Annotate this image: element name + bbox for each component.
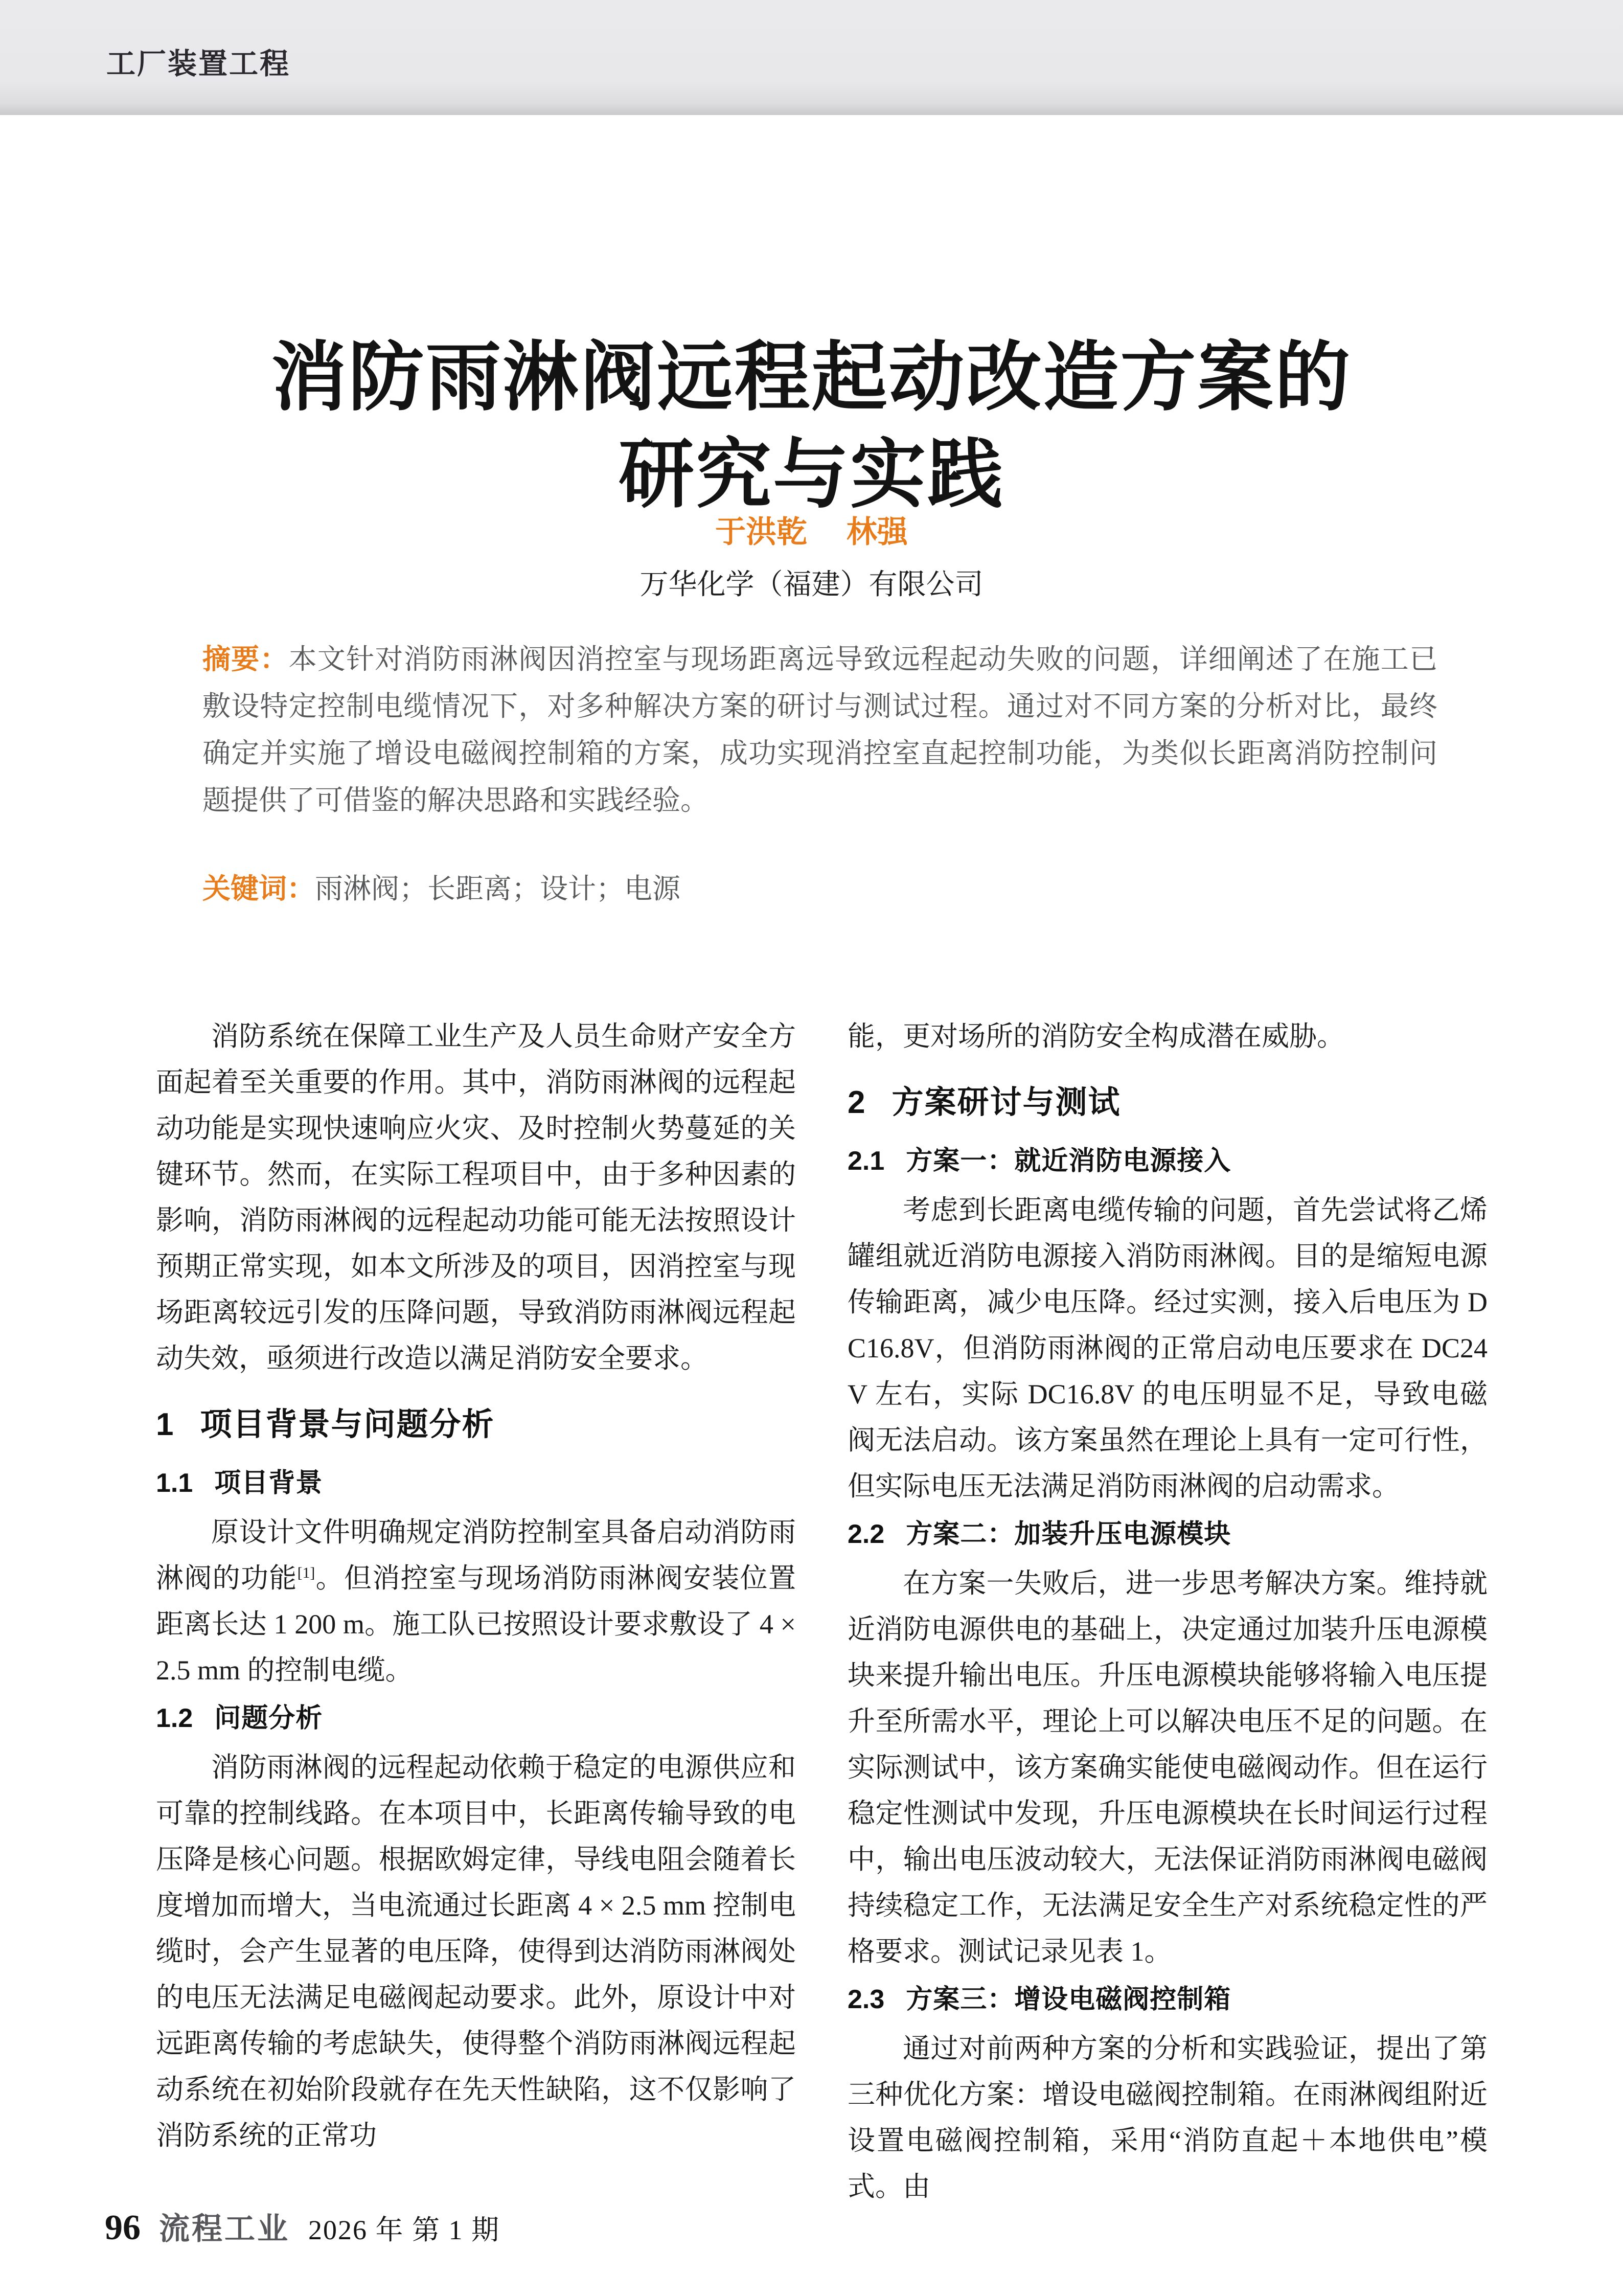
section-2-3-number: 2.3 [848,1985,885,2014]
section-2-heading [848,1083,1488,1123]
abstract-block [202,635,1437,824]
section-2-3-title: 方案三：增设电磁阀控制箱 [906,1985,1231,2014]
article-title-line2: 研究与实践 [619,433,1004,517]
article-title [0,329,1623,524]
section-1-1-text-after-ref: 。但消控室与现场消防雨淋阀安装位置距离长达 1 200 m。施工队已按照设计要求敷设了 4 × 2.5 mm 的控制电缆。 [156,1563,796,1686]
author-name-1: 于洪乾 [715,515,808,549]
keywords-block [202,865,1437,912]
section-2-3-paragraph: 通过对前两种方案的分析和实践验证，提出了第三种优化方案：增设电磁阀控制箱。在雨淋阀组附近设置电磁阀控制箱，采用“消防直起＋本地供电”模式。由 [848,2033,1488,2202]
section-1-1-number: 1.1 [156,1468,193,1498]
section-1-1-paragraph [156,1509,796,1693]
section-2-3-heading [848,1984,1488,2015]
section-1-2-number: 1.2 [156,1703,193,1733]
abstract-text: 本文针对消防雨淋阀因消控室与现场距离远导致远程起动失败的问题，详细阐述了在施工已敷设特定控制电缆情况下，对多种解决方案的研讨与测试过程。通过对不同方案的分析对比，最终确定并实施了增设电磁阀控制箱的方案，成功实现消控室直起控制功能，为类似长距离消防控制问题提供了可借鉴的解决思路和实践经验。 [202,643,1437,816]
section-2-1-number: 2.1 [848,1146,885,1176]
left-column [156,1013,796,2158]
section-2-1-heading [848,1145,1488,1177]
section-1-heading [156,1405,796,1445]
intro-paragraph: 消防系统在保障工业生产及人员生命财产安全方面起着至关重要的作用。其中，消防雨淋阀的远程起动功能是实现快速响应火灾、及时控制火势蔓延的关键环节。然而，在实际工程项目中，由于多种因素的影响，消防雨淋阀的远程起动功能可能无法按照设计预期正常实现，如本文所涉及的项目，因消控室与现场距离较远引发的压降问题，导致消防雨淋阀远程起动失效，亟须进行改造以满足消防安全要求。 [156,1021,796,1374]
page-footer [105,2204,500,2248]
section-2-2-title: 方案二：加装升压电源模块 [906,1519,1231,1549]
section-1-1-title: 项目背景 [214,1468,323,1498]
section-1-2-paragraph-continuation: 能，更对场所的消防安全构成潜在威胁。 [848,1021,1344,1052]
journal-issue: 2026 年 第 1 期 [308,2215,500,2245]
section-2-title: 方案研讨与测试 [891,1085,1121,1120]
section-2-2-number: 2.2 [848,1519,885,1549]
author-list [0,515,1623,549]
reference-marker-1: [1] [297,1565,315,1581]
keywords-label: 关键词： [202,873,315,904]
section-2-number: 2 [848,1085,865,1120]
keywords-text: 雨淋阀；长距离；设计；电源 [315,873,681,904]
section-1-title: 项目背景与问题分析 [200,1407,495,1442]
article-title-line1: 消防雨淋阀远程起动改造方案的 [271,335,1352,420]
section-1-1-text-before-ref: 原设计文件明确规定消防控制室具备启动消防雨淋阀的功能 [156,1517,796,1594]
author-name-2: 林强 [846,515,908,549]
section-1-2-title: 问题分析 [214,1703,323,1733]
section-1-2-paragraph: 消防雨淋阀的远程起动依赖于稳定的电源供应和可靠的控制线路。在本项目中，长距离传输导致的电压降是核心问题。根据欧姆定律，导线电阻会随着长度增加而增大，当电流通过长距离 4 × 2.5 mm 控制电缆时，会产生显著的电压降，使得到达消防雨淋阀处的电压无法满足电磁阀起动要求。此外，原设计中对远距离传输的考虑缺失，使得整个消防雨淋阀远程起动系统在初始阶段就存在先天性缺陷，这不仅影响了消防系统的正常功 [156,1752,796,2151]
section-1-1-heading [156,1467,796,1499]
section-2-1-title: 方案一：就近消防电源接入 [906,1146,1231,1176]
abstract-label: 摘要： [202,643,289,675]
section-2-2-paragraph: 在方案一失败后，进一步思考解决方案。维持就近消防电源供电的基础上，决定通过加装升压电源模块来提升输出电压。升压电源模块能够将输入电压提升至所需水平，理论上可以解决电压不足的问题。在实际测试中，该方案确实能使电磁阀动作。但在运行稳定性测试中发现，升压电源模块在长时间运行过程中，输出电压波动较大，无法保证消防雨淋阀电磁阀持续稳定工作，无法满足安全生产对系统稳定性的严格要求。测试记录见表 1。 [848,1568,1488,1967]
right-column [848,1013,1488,2210]
journal-name: 流程工业 [159,2212,290,2246]
column-tag: 工厂装置工程 [106,48,290,80]
page-number: 96 [105,2208,141,2247]
affiliation: 万华化学（福建）有限公司 [639,569,984,601]
section-1-number: 1 [156,1407,174,1442]
section-2-1-paragraph: 考虑到长距离电缆传输的问题，首先尝试将乙烯罐组就近消防电源接入消防雨淋阀。目的是缩短电源传输距离，减少电压降。经过实测，接入后电压为 DC16.8V，但消防雨淋阀的正常启动电压要求在 DC24V 左右，实际 DC16.8V 的电压明显不足，导致电磁阀无法启动。该方案虽然在理论上具有一定可行性，但实际电压无法满足消防雨淋阀的启动需求。 [848,1195,1488,1502]
page-header-band [0,0,1623,115]
section-1-2-heading [156,1702,796,1734]
section-2-2-heading [848,1518,1488,1550]
